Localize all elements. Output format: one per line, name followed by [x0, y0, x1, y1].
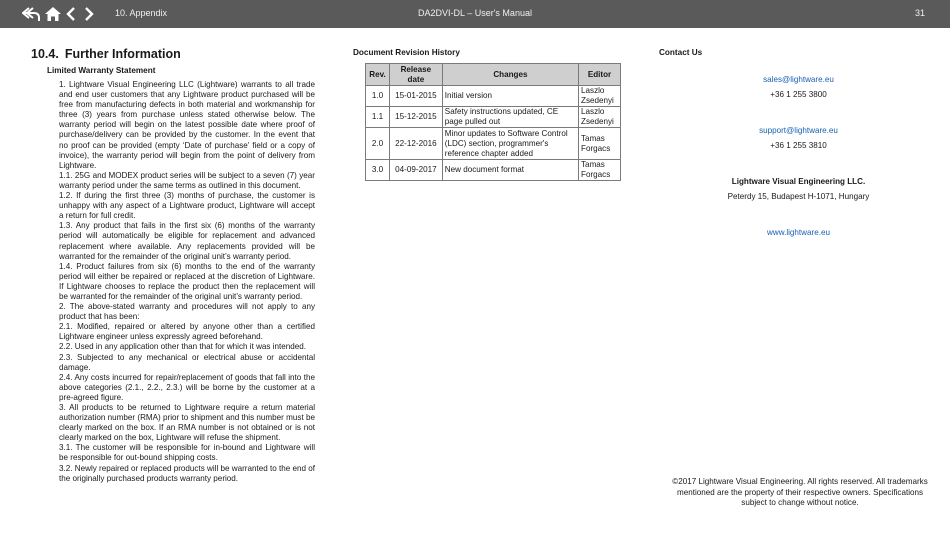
cell-editor: Laszlo Zsedenyi — [579, 86, 621, 107]
top-bar — [0, 0, 950, 28]
table-row — [366, 128, 621, 160]
cell-rev: 3.0 — [366, 160, 390, 181]
table-row — [366, 160, 621, 181]
warranty-paragraph: 2. The above-stated warranty and procedures will not apply to any product that has been: — [59, 302, 315, 322]
sales-phone: +36 1 255 3800 — [770, 90, 827, 99]
cell-date: 22-12-2016 — [389, 128, 442, 160]
warranty-paragraph: 2.4. Any costs incurred for repair/replacement of goods that fall into the above categories (2.1., 2.2., 2.3.) will be borne by the customer at a pre-agreed figure. — [59, 372, 315, 402]
copyright-notice: ©2017 Lightware Visual Engineering. All rights reserved. All trademarks mentioned are the property of their respective owners. Specifications subject to change without notice. — [672, 477, 928, 507]
table-row — [366, 86, 621, 107]
warranty-subheading: Limited Warranty Statement — [47, 66, 156, 75]
cell-changes: Initial version — [442, 86, 578, 107]
cell-rev: 1.1 — [366, 107, 390, 128]
cell-rev: 2.0 — [366, 128, 390, 160]
cell-editor: Laszlo Zsedenyi — [579, 107, 621, 128]
section-title: Further Information — [64, 47, 181, 61]
cell-rev: 1.0 — [366, 86, 390, 107]
warranty-text — [59, 80, 315, 484]
support-email-link[interactable]: support@lightware.eu — [759, 126, 838, 135]
page-number: 31 — [914, 8, 925, 18]
cell-date: 15-12-2015 — [389, 107, 442, 128]
header-changes: Changes — [442, 64, 578, 86]
warranty-paragraph: 3. All products to be returned to Lightware require a return material authorization number (RMA) prior to shipment and this number must be clearly marked on the box. If an RMA number is not obtained or is not clearly marked on the box, Lightware will refuse the shipment. — [59, 403, 315, 443]
company-name: Lightware Visual Engineering LLC. — [731, 177, 866, 186]
section-number: 10.4. — [31, 47, 59, 61]
company-address: Peterdy 15, Budapest H-1071, Hungary — [727, 192, 870, 201]
cell-editor: Tamas Forgacs — [579, 128, 621, 160]
revision-history-title: Document Revision History — [353, 48, 460, 57]
warranty-paragraph: 2.2. Used in any application other than that for which it was intended. — [59, 342, 307, 352]
document-title: DA2DVI-DL – User's Manual — [418, 8, 532, 18]
warranty-paragraph: 3.2. Newly repaired or replaced products will be warranted to the end of the originally purchased products warranty period. — [59, 463, 315, 483]
warranty-paragraph: 3.1. The customer will be responsible for in-bound and Lightware will be responsible for out-bound shipping costs. — [59, 443, 315, 463]
warranty-paragraph: 1.4. Product failures from six (6) months to the end of the warranty period will either be repaired or replaced at the discretion of Lightware. If Lightware chooses to replace the product then the replacement will be warranted for the remainder of the original unit’s warranty period. — [59, 261, 315, 301]
contact-title: Contact Us — [659, 48, 703, 57]
warranty-paragraph: 1.2. If during the first three (3) months of purchase, the customer is unhappy with any aspect of a Lightware product, Lightware will accept a return for full credit. — [59, 191, 315, 221]
cell-changes: Safety instructions updated, CE page pulled out — [442, 107, 578, 128]
warranty-paragraph: 1. Lightware Visual Engineering LLC (Lightware) warrants to all trade and end user customers that any Lightware product purchased will be free from manufacturing defects in both material and workmanship for three (3) years from purchase unless stated otherwise below. The warranty period will begin on the latest possible date where proof of purchase/delivery can be provided by the customer. In the event that no proof can be provided (empty ‘Date of purchase’ field or a copy of invoice), the warranty period will begin from the point of delivery from Lightware. — [59, 80, 315, 170]
header-release-date: Release date — [389, 64, 442, 86]
cell-date: 04-09-2017 — [389, 160, 442, 181]
table-row — [366, 107, 621, 128]
support-phone: +36 1 255 3810 — [770, 141, 827, 150]
cell-changes: Minor updates to Software Control (LDC) section, programmer's reference chapter added — [442, 128, 578, 160]
header-editor: Editor — [579, 64, 621, 86]
sales-email-link[interactable]: sales@lightware.eu — [763, 75, 834, 84]
warranty-paragraph: 2.1. Modified, repaired or altered by anyone other than a certified Lightware engineer unless expressly agreed beforehand. — [59, 322, 315, 342]
section-label[interactable]: 10. Appendix — [115, 8, 168, 18]
cell-date: 15-01-2015 — [389, 86, 442, 107]
revision-table — [365, 63, 621, 181]
cell-editor: Tamas Forgacs — [579, 160, 621, 181]
warranty-paragraph: 2.3. Subjected to any mechanical or electrical abuse or accidental damage. — [59, 352, 315, 372]
warranty-paragraph: 1.3. Any product that fails in the first six (6) months of the warranty period will automatically be eligible for replacement and advanced replacement where available. Any replacements provided will be warranted for the remainder of the original unit’s warranty period. — [59, 221, 315, 261]
warranty-paragraph: 1.1. 25G and MODEX product series will be subject to a seven (7) year warranty period under the same terms as outlined in this document. — [59, 170, 315, 190]
header-rev: Rev. — [366, 64, 390, 86]
table-header-row — [366, 64, 621, 86]
cell-changes: New document format — [442, 160, 578, 181]
section-heading — [31, 47, 181, 61]
website-link[interactable]: www.lightware.eu — [767, 228, 830, 237]
